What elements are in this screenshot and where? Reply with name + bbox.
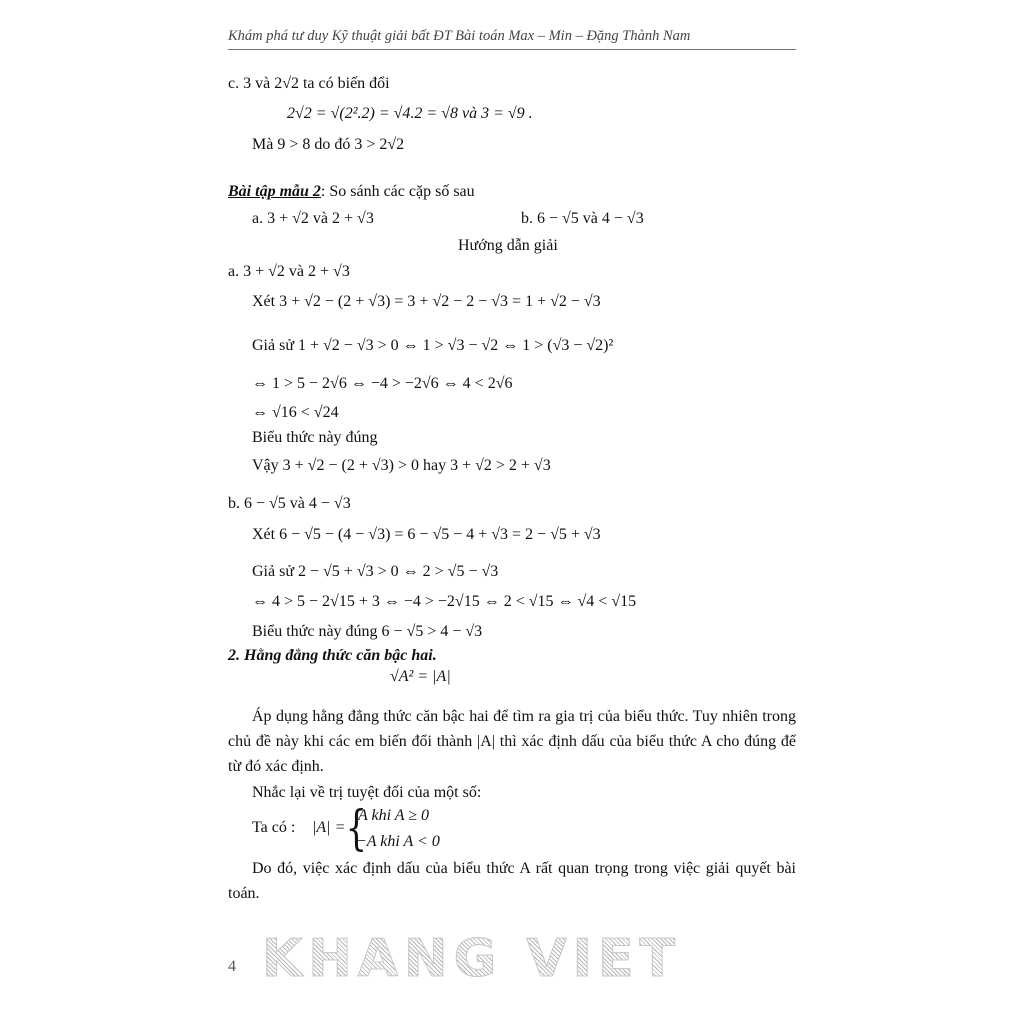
- solution-b-step-1: Xét 6 − √5 − (4 − √3) = 6 − √5 − 4 + √3 = 2 − √5 + √3: [252, 526, 601, 543]
- piecewise-brace: {: [345, 800, 367, 856]
- part-c-title: c. 3 và 2√2 ta có biến đổi: [228, 75, 390, 92]
- solution-a-step-2: Giả sử 1 + √2 − √3 > 0 ⇔ 1 > √3 − √2 ⇔ 1 > (√3 − √2)²: [252, 337, 614, 354]
- sqrt-identity-formula: √A² = |A|: [390, 668, 451, 685]
- section-2-title: 2. Hằng đẳng thức căn bậc hai.: [228, 647, 437, 664]
- solution-b-step-2: Giả sử 2 − √5 + √3 > 0 ⇔ 2 > √5 − √3: [252, 563, 499, 580]
- paragraph-application: Áp dụng hằng đẳng thức căn bậc hai để tìm ra gia trị của biểu thức. Tuy nhiên trong chủ đề này khi các em biến đổi thành |A| thì xác định dấu của biểu thức A cho đúng để từ đó xác định.: [228, 708, 796, 775]
- solution-a-title: a. 3 + √2 và 2 + √3: [228, 263, 350, 280]
- paragraph-conclusion: Do đó, việc xác định dấu của biểu thức A rất quan trọng trong việc giải quyết bài toán.: [228, 860, 796, 902]
- publisher-watermark: KHANG VIET: [262, 936, 798, 982]
- exercise-2-b: b. 6 − √5 và 4 − √3: [521, 210, 644, 227]
- paragraph-absolute-value-intro: Nhắc lại về trị tuyệt đối của một số:: [252, 784, 482, 801]
- exercise-2-text: : So sánh các cặp số sau: [320, 183, 475, 200]
- solution-b-title: b. 6 − √5 và 4 − √3: [228, 495, 351, 512]
- exercise-2-label: Bài tập mẫu 2: [228, 183, 321, 200]
- absolute-value-lhs: |A| =: [312, 819, 346, 836]
- piecewise-case-negative: −A khi A < 0: [356, 833, 440, 850]
- piecewise-case-positive: A khi A ≥ 0: [358, 807, 430, 824]
- exercise-2-heading: [228, 184, 475, 200]
- solution-a-step-5: Biểu thức này đúng: [252, 429, 378, 446]
- part-c-derivation: 2√2 = √(2².2) = √4.2 = √8 và 3 = √9 .: [287, 105, 533, 122]
- part-c-conclusion: Mà 9 > 8 do đó 3 > 2√2: [252, 136, 405, 153]
- solution-a-step-4: ⇔ √16 < √24: [252, 404, 339, 421]
- running-header: Khám phá tư duy Kỹ thuật giải bất ĐT Bài toán Max – Min – Đặng Thành Nam: [228, 28, 796, 50]
- solution-b-conclusion: Biểu thức này đúng 6 − √5 > 4 − √3: [252, 623, 483, 640]
- solution-b-step-3: ⇔ 4 > 5 − 2√15 + 3 ⇔ −4 > −2√15 ⇔ 2 < √15 ⇔ √4 < √15: [252, 593, 637, 610]
- exercise-2-a: a. 3 + √2 và 2 + √3: [252, 210, 374, 227]
- solution-guide-heading: Hướng dẫn giải: [458, 237, 558, 254]
- solution-a-conclusion: Vậy 3 + √2 − (2 + √3) > 0 hay 3 + √2 > 2 + √3: [252, 457, 551, 474]
- solution-a-step-3: ⇔ 1 > 5 − 2√6 ⇔ −4 > −2√6 ⇔ 4 < 2√6: [252, 375, 513, 392]
- page-number: 4: [228, 958, 236, 975]
- taco-label: Ta có :: [252, 819, 296, 836]
- solution-a-step-1: Xét 3 + √2 − (2 + √3) = 3 + √2 − 2 − √3 = 1 + √2 − √3: [252, 293, 601, 310]
